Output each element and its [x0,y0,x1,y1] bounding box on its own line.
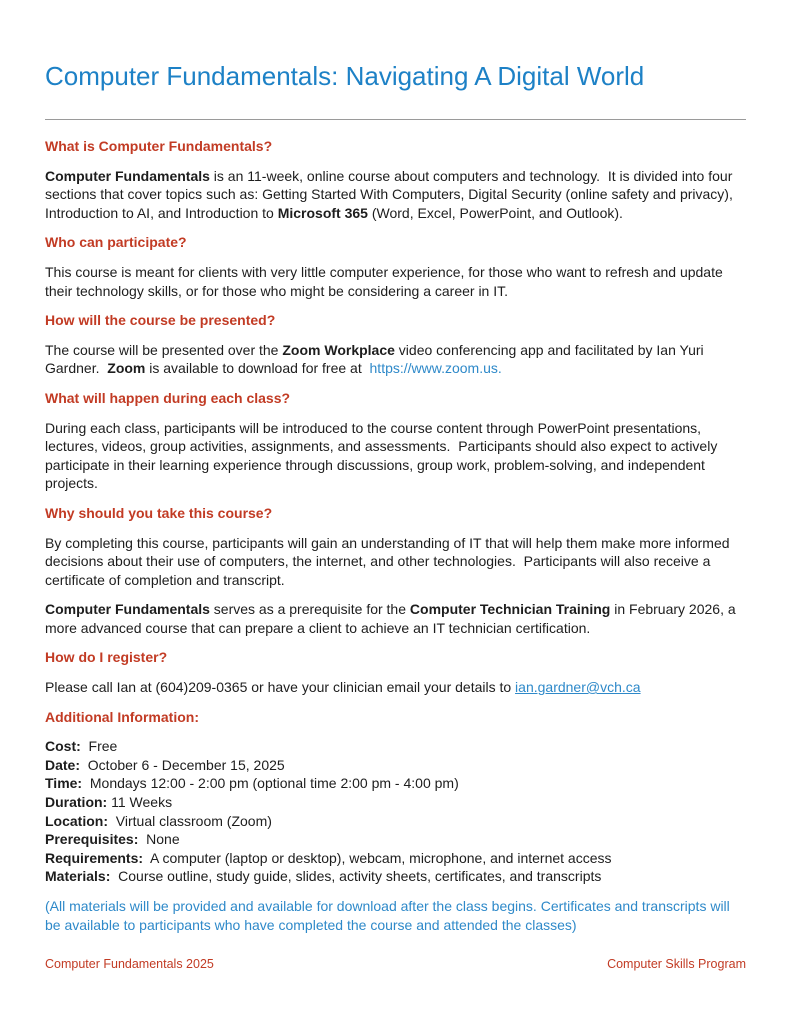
document-body [45,137,746,934]
info-value-date: October 6 - December 15, 2025 [80,756,285,773]
paragraph [45,678,746,697]
section-heading-additional-info: Additional Information: [45,708,199,725]
bold-text: Microsoft 365 [277,204,368,221]
paragraph [45,600,746,637]
divider-rule [45,119,746,120]
paragraph [45,263,746,300]
text-run: By completing this course, participants will gain an understanding of IT that will help them make more informed decisions about their use of computers, the internet, and other technologies. Participants will also receive a certificate of completion and transcript. [45,534,734,588]
paragraph [45,534,746,590]
section-heading-each-class: What will happen during each class? [45,389,291,406]
info-label-requirements: Requirements: [45,849,144,866]
email-link[interactable]: ian.gardner@vch.ca [515,679,641,696]
text-run: is an 11-week, online course about computers and technology. It is divided into four sections that cover topics such as: Getting Started With Computers, Digital Security (online safety and privacy), Introduction to AI, and Introduction to [45,167,737,221]
info-line-prerequisites [45,830,746,849]
text-run: is available to download for free at [145,360,370,377]
text-run: Please call Ian at (604)209-0365 or have your clinician email your details to [45,679,516,696]
info-label-time: Time: [45,775,83,792]
bold-text: Computer Fundamentals [45,167,210,184]
paragraph [45,341,746,378]
section-heading-what-is: What is Computer Fundamentals? [45,138,273,154]
info-line-requirements [45,849,746,868]
info-value-cost: Free [80,738,118,755]
text-run: During each class, participants will be introduced to the course content through PowerPoint presentations, lectures, videos, group activities, assignments, and assessments. Participants should also expect to actively participate in their learning experience through discussions, group work, problem-solving, and independent projects. [45,419,722,492]
paragraph [45,167,746,223]
text-run: (Word, Excel, PowerPoint, and Outlook). [367,204,623,221]
section-heading-how-register: How do I register? [45,649,168,666]
footer-right: Computer Skills Program [607,957,746,971]
text-run: video conferencing app and facilitated by Ian Yuri Gardner. [45,341,708,377]
info-label-date: Date: [45,756,81,773]
text-run: in February 2026, a more advanced course that can prepare a client to achieve an IT technician certification. [45,601,740,636]
info-value-materials: Course outline, study guide, slides, activity sheets, certificates, and transcripts [110,868,602,885]
info-value-location: Virtual classroom (Zoom) [108,812,272,829]
info-label-location: Location: [45,812,108,829]
section-heading-how-presented: How will the course be presented? [45,312,276,329]
paragraph [45,419,746,493]
zoom-url-link[interactable]: https://www.zoom.us. [369,360,502,377]
bold-text: Zoom [107,360,146,377]
bold-text: Computer Technician Training [409,601,611,618]
info-line-duration [45,793,746,812]
text-run: This course is meant for clients with very little computer experience, for those who want to refresh and update their technology skills, or for those who might be considering a career in IT. [45,263,727,299]
text-run: serves as a prerequisite for the [209,601,410,618]
section-heading-why-take: Why should you take this course? [45,504,273,521]
materials-note [45,897,746,934]
info-line-date [45,756,746,775]
info-line-location [45,812,746,831]
info-line-materials [45,867,746,886]
info-value-duration: 11 Weeks [107,794,173,811]
info-line-cost [45,737,746,756]
info-list [45,737,746,886]
info-value-requirements: A computer (laptop or desktop), webcam, microphone, and internet access [143,849,612,866]
section-heading-who-can-participate: Who can participate? [45,234,187,251]
info-line-time [45,774,746,793]
info-label-cost: Cost: [45,738,81,755]
text-run: (All materials will be provided and available for download after the class begins. Certificates and transcripts will be available to participants who have completed the course and attended the classes) [45,898,734,933]
text-run: The course will be presented over the [45,341,283,358]
info-value-time: Mondays 12:00 - 2:00 pm (optional time 2:00 pm - 4:00 pm) [82,775,459,792]
info-label-duration: Duration: [45,794,108,811]
info-label-materials: Materials: [45,868,111,885]
bold-text: Zoom Workplace [282,341,395,358]
footer-left: Computer Fundamentals 2025 [45,957,214,971]
info-label-prerequisites: Prerequisites: [45,831,139,848]
page-footer [45,956,746,972]
page-title: Computer Fundamentals: Navigating A Digital World [45,61,645,91]
bold-text: Computer Fundamentals [45,601,210,618]
info-value-prerequisites: None [138,831,180,848]
